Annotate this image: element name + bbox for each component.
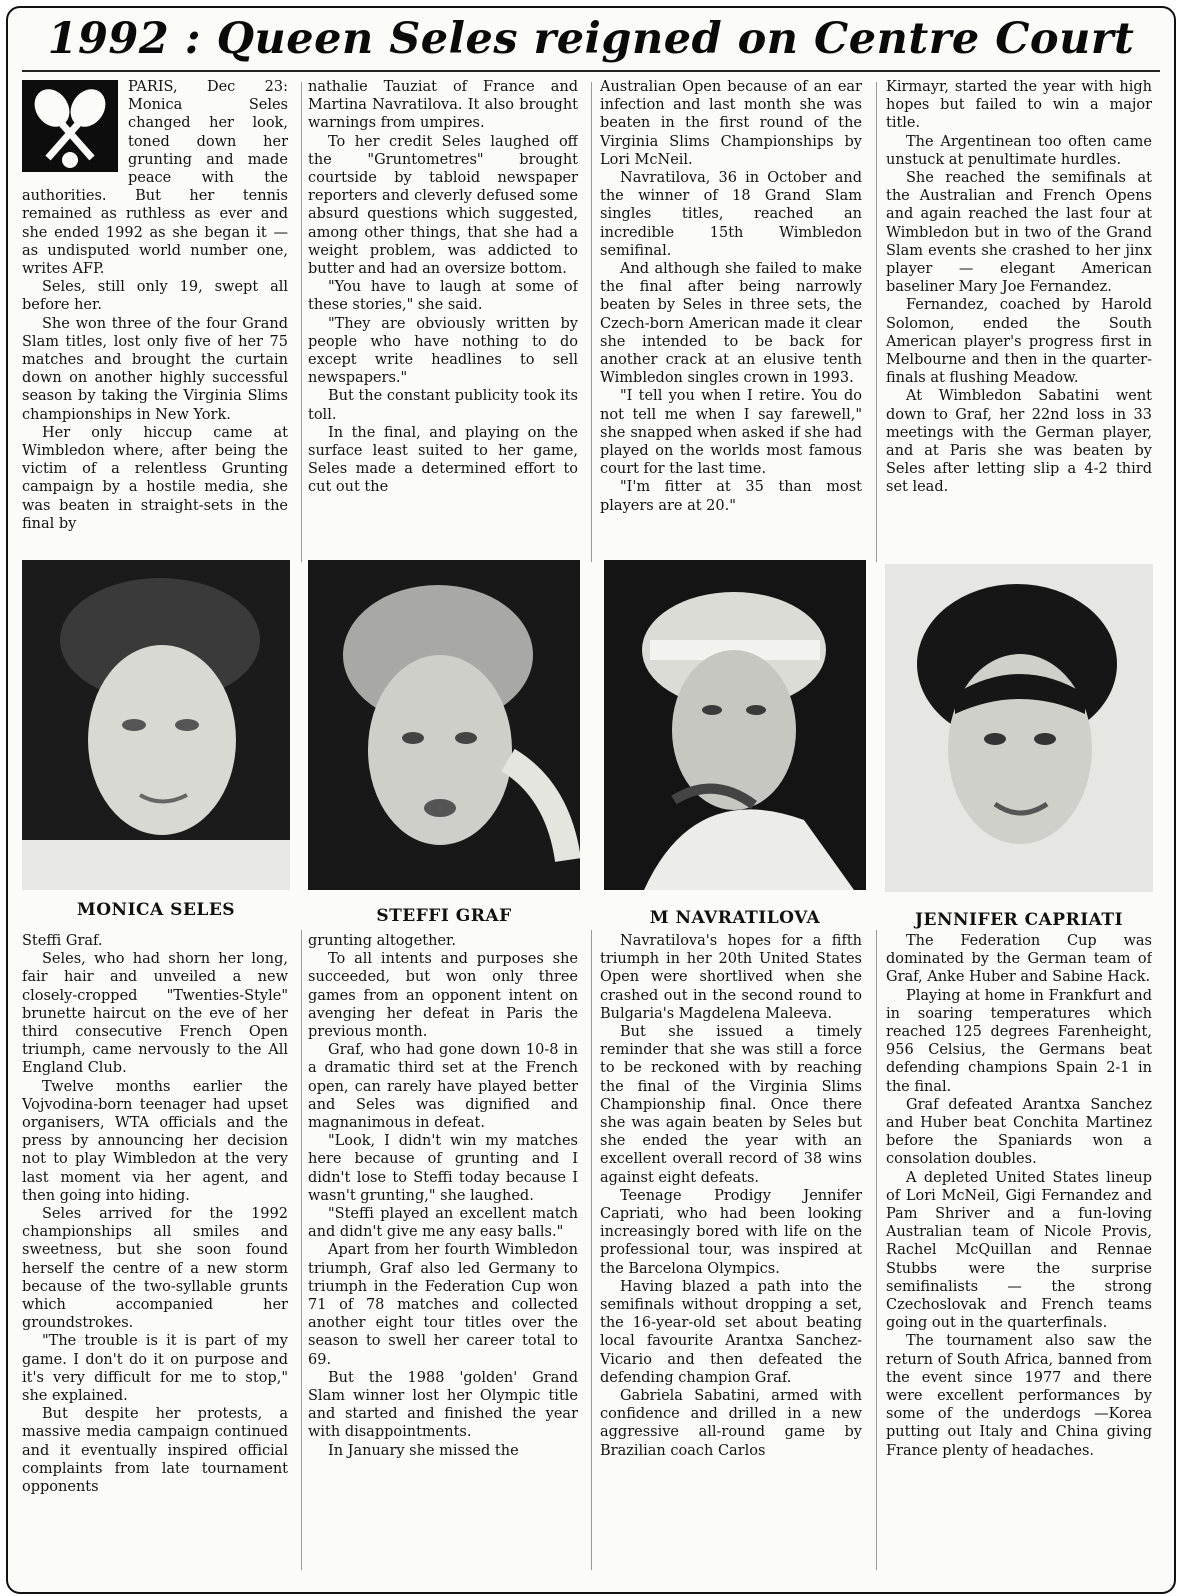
column-divider: [591, 82, 592, 562]
paragraph: Australian Open because of an ear infection and last month she was beaten in the first round of the Virginia Slims Championships by Lori McNeil.: [600, 79, 862, 168]
paragraph: In the final, and playing on the surface least suited to her game, Seles made a determined effort to cut out the: [308, 424, 578, 496]
headline: 1992 : Queen Seles reigned on Centre Court: [47, 14, 1135, 64]
paragraph: But despite her protests, a massive media campaign continued and it eventually inspired official complaints from late tournament opponents: [22, 1406, 288, 1496]
headline-rule: [22, 70, 1160, 72]
article-column-1: [22, 78, 288, 558]
article-column-6: [308, 932, 578, 1582]
paragraph: Playing at home in Frankfurt and in soaring temperatures which reached 125 degrees Farenheight, 956 Celsius, the Germans beat defending champions Spain 2-1 in the final.: [886, 987, 1152, 1095]
paragraph: But the 1988 'golden' Grand Slam winner lost her Olympic title and started and finished the year with disappointments.: [308, 1369, 578, 1441]
paragraph: "I'm fitter at 35 than most players are at 20.": [600, 479, 862, 514]
photo-monica-seles: [22, 560, 290, 890]
paragraph: Seles, who had shorn her long, fair hair and unveiled a new closely-cropped "Twenties-Style" brunette haircut on the eve of her third consecutive French Open triumph, came nervously to the All England Club.: [22, 951, 288, 1077]
paragraph: Apart from her fourth Wimbledon triumph, Graf also led Germany to triumph in the Federation Cup won 71 of 78 matches and collected another eight tour titles over the season to swell her career total to 69.: [308, 1242, 578, 1368]
paragraph: Twelve months earlier the Vojvodina-born teenager had upset organisers, WTA officials and the press by announcing her decision not to play Wimbledon at the very last moment via her agent, and then going into hiding.: [22, 1078, 288, 1204]
photo-jennifer-capriati: [885, 564, 1153, 892]
paragraph: Graf defeated Arantxa Sanchez and Huber beat Conchita Martinez before the Spaniards won a consolation doubles.: [886, 1096, 1152, 1168]
photo-navratilova: [604, 560, 866, 890]
paragraph: Seles, still only 19, swept all before her.: [22, 279, 288, 314]
column-divider: [591, 930, 592, 1570]
tennis-logo-icon: [22, 80, 118, 172]
paragraph: "They are obviously written by people who have nothing to do except write headlines to sell newspapers.": [308, 315, 578, 387]
paragraph: And although she failed to make the final after being narrowly beaten by Seles in three sets, the Czech-born American made it clear she intended to be back for another crack at an elusive tenth Wimbledon singles crown in 1993.: [600, 261, 862, 387]
paragraph: "I tell you when I retire. You do not tell me when I say farewell," she snapped when asked if she had played on the worlds most famous court for the last time.: [600, 388, 862, 478]
paragraph: Teenage Prodigy Jennifer Capriati, who had been looking increasingly bored with life on the professional tour, was inspired at the Barcelona Olympics.: [600, 1187, 862, 1277]
column-divider: [301, 82, 302, 562]
paragraph: grunting altogether.: [308, 933, 456, 949]
paragraph: "You have to laugh at some of these stories," she said.: [308, 279, 578, 314]
paragraph: PARIS, Dec 23: Monica Seles changed her look, toned down her grunting and made peace with the authorities. But her tennis remained as ruthless as ever and she ended 1992 as she began it — as undisputed world number one, writes AFP.: [22, 79, 288, 278]
paragraph: At Wimbledon Sabatini went down to Graf, her 22nd loss in 33 meetings with the German player, and at Paris she was beaten by Seles after letting slip a 4-2 third set lead.: [886, 388, 1152, 496]
paragraph: She reached the semifinals at the Australian and French Opens and again reached the last four at Wimbledon but in two of the Grand Slam events she crashed to her jinx player — elegant American baseliner Mary Joe Fernandez.: [886, 170, 1152, 296]
paragraph: She won three of the four Grand Slam titles, lost only five of her 75 matches and brought the curtain down on another highly successful season by taking the Virginia Slims championships in New York.: [22, 315, 288, 423]
paragraph: The Argentinean too often came unstuck at penultimate hurdles.: [886, 133, 1152, 168]
newspaper-page: [6, 6, 1176, 1594]
paragraph: The tournament also saw the return of South Africa, banned from the event since 1977 and there were excellent performances by some of the underdogs —Korea putting out Italy and China giving France plenty of headaches.: [886, 1333, 1152, 1459]
paragraph: Gabriela Sabatini, armed with confidence and drilled in a new aggressive all-round game by Brazilian coach Carlos: [600, 1388, 862, 1459]
paragraph: In January she missed the: [328, 1442, 519, 1459]
paragraph: Her only hiccup came at Wimbledon where, after being the victim of a relentless Grunting campaign by a hostile media, she was beaten in straight-sets in the final by: [22, 424, 288, 532]
photo-caption: JENNIFER CAPRIATI: [914, 910, 1124, 930]
paragraph: "Look, I didn't win my matches here because of grunting and I didn't lose to Steffi today because I wasn't grunting," she laughed.: [308, 1133, 578, 1204]
photo-caption: STEFFI GRAF: [376, 906, 512, 926]
paragraph: Navratilova's hopes for a fifth triumph in her 20th United States Open were shortlived when she crashed out in the second round to Bulgaria's Magdelena Maleeva.: [600, 933, 862, 1022]
article-column-4: [886, 78, 1152, 558]
article-column-5: [22, 932, 288, 1582]
article-column-3: [600, 78, 862, 558]
article-column-2: [308, 78, 578, 558]
paragraph: The Federation Cup was dominated by the German team of Graf, Anke Huber and Sabine Hack.: [886, 933, 1152, 986]
paragraph: But she issued a timely reminder that she was still a force to be reckoned with by reaching the final of the Virginia Slims Championship final. Once there she was again beaten by Seles but she ended the year with an excellent overall record of 38 wins against eight defeats.: [600, 1024, 862, 1186]
paragraph: Steffi Graf.: [22, 933, 103, 949]
paragraph: But the constant publicity took its toll.: [308, 388, 578, 423]
paragraph: "Steffi played an excellent match and didn't give me any easy balls.": [308, 1206, 578, 1241]
paragraph: Navratilova, 36 in October and the winner of 18 Grand Slam singles titles, reached an incredible 15th Wimbledon semifinal.: [600, 170, 862, 259]
paragraph: nathalie Tauziat of France and Martina Navratilova. It also brought warnings from umpires.: [308, 79, 578, 132]
column-divider: [876, 930, 877, 1570]
photo-caption: M NAVRATILOVA: [649, 908, 821, 928]
paragraph: Kirmayr, started the year with high hopes but failed to win a major title.: [886, 79, 1152, 132]
paragraph: To her credit Seles laughed off the "Gruntometres" brought courtside by tabloid newspaper reporters and cleverly defused some absurd questions which suggested, among other things, that she had a weight problem, was addicted to butter and had an oversize bottom.: [308, 133, 578, 278]
photo-steffi-graf: [308, 560, 580, 890]
article-column-8: [886, 932, 1152, 1582]
column-divider: [301, 930, 302, 1570]
paragraph: A depleted United States lineup of Lori McNeil, Gigi Fernandez and Pam Shriver and a fun-loving Australian team of Nicole Provis, Rachel McQuillan and Rennae Stubbs were the surprise semifinalists — the strong Czechoslovak and French teams going out in the quarterfinals.: [886, 1169, 1152, 1332]
paragraph: Having blazed a path into the semifinals without dropping a set, the 16-year-old set about beating local favourite Arantxa Sanchez-Vicario and then defeated the defending champion Graf.: [600, 1278, 862, 1386]
paragraph: To all intents and purposes she succeeded, but won only three games from an opponent intent on avenging her defeat in Paris the previous month.: [308, 951, 578, 1041]
paragraph: Seles arrived for the 1992 championships all smiles and sweetness, but she soon found herself the centre of a new storm because of the two-syllable grunts which accompanied her groundstrokes.: [22, 1206, 288, 1332]
paragraph: "The trouble is it is part of my game. I don't do it on purpose and it's very difficult for me to stop," she explained.: [22, 1333, 288, 1405]
photo-caption: MONICA SELES: [76, 900, 236, 920]
paragraph: Fernandez, coached by Harold Solomon, ended the South American player's progress first in Melbourne and then in the quarter-finals at flushing Meadow.: [886, 297, 1152, 387]
paragraph: Graf, who had gone down 10-8 in a dramatic third set at the French open, can rarely have played better and Seles was dignified and magnanimous in defeat.: [308, 1042, 578, 1132]
article-column-7: [600, 932, 862, 1582]
column-divider: [876, 82, 877, 562]
